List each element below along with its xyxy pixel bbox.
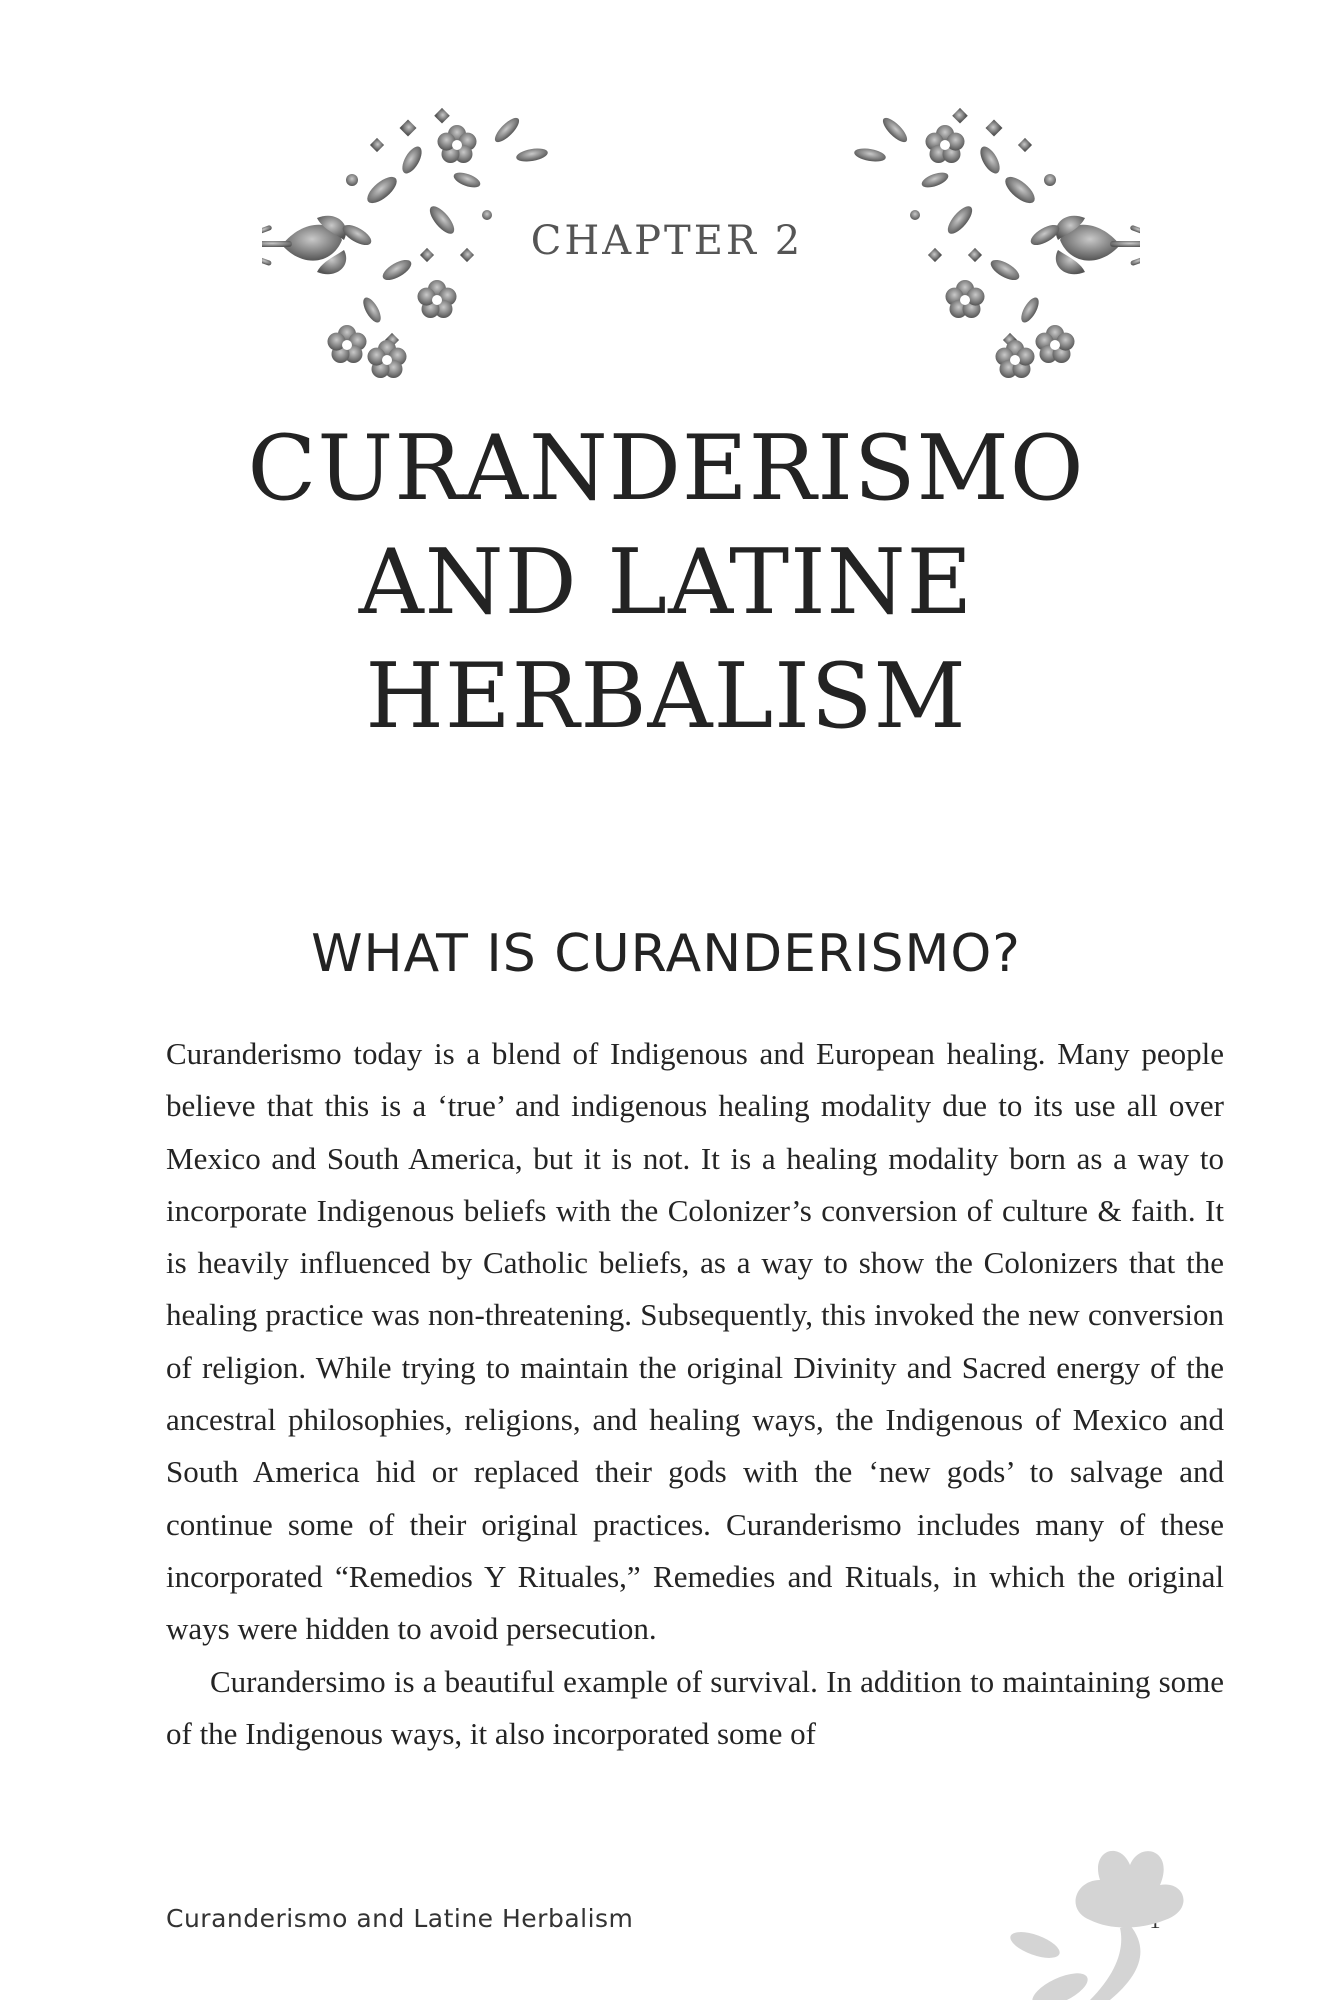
body-paragraph: Curanderismo today is a blend of Indigenous and European healing. Many people believe that this is a ‘true’ and indigenous healing modality due to its use all over Mexico and South America, but it is not. It is a healing modality born as a way to incorporate Indigenous beliefs with the Colonizer’s conversion of culture & faith. It is heavily influenced by Catholic beliefs, as a way to show the Colonizers that the healing practice was non-threatening. Subsequently, this invoked the new conversion of religion. While trying to maintain the original Divinity and Sacred energy of the ancestral philosophies, religions, and healing ways, the Indigenous of Mexico and South America hid or replaced their gods with the ‘new gods’ to salvage and continue some of their original practices. Curanderismo includes many of these incorporated “Remedios Y Rituales,” Remedies and Rituals, in which the original ways were hidden to avoid persecution.: [166, 1036, 1224, 1647]
chapter-title-line: CURANDERISMO: [247, 416, 1085, 521]
running-footer-title: Curanderismo and Latine Herbalism: [166, 1904, 634, 1933]
section-heading: WHAT IS CURANDERISMO?: [311, 924, 1021, 984]
chapter-title-line: HERBALISM: [365, 644, 967, 749]
chapter-title-line: AND LATINE: [358, 530, 974, 635]
chapter-title: [166, 412, 1166, 754]
corner-flower-icon: [990, 1840, 1333, 2000]
chapter-label: CHAPTER 2: [530, 218, 804, 264]
body-paragraph: Curandersimo is a beautiful example of survival. In addition to maintaining some of the Indigenous ways, it also incorporated some of: [166, 1663, 1224, 1751]
body-text: [166, 1028, 1224, 1760]
